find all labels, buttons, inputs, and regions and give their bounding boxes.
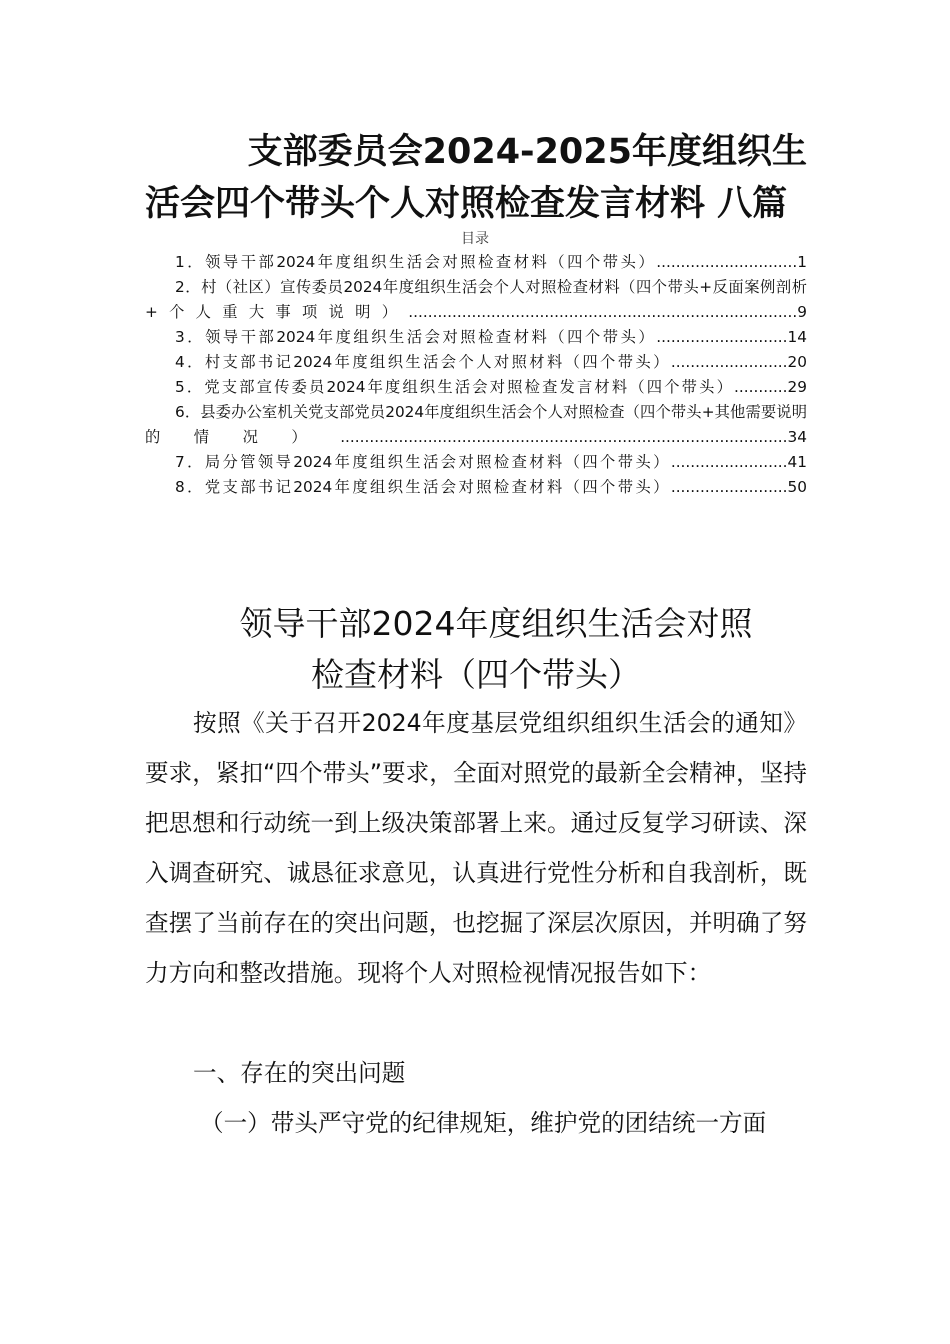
intro-paragraph: 按照《关于召开2024年度基层党组织组织生活会的通知》要求，紧扣“四个带头”要求，全面对照党的最新全会精神，坚持把思想和行动统一到上级决策部署上来。通过反复学习研读、深入调查研究、诚恳征求意见，认真进行党性分析和自我剖析，既查摆了当前存在的突出问题，也挖掘了深层次原因，并明确了努力方向和整改措施。现将个人对照检视情况报告如下： — [145, 709, 807, 987]
document-title-line-2: 活会四个带头个人对照检查发言材料 八篇 — [145, 184, 788, 224]
toc-entry-7[interactable]: 7．局分管领导2024年度组织生活会对照检查材料（四个带头）........................41 — [175, 453, 807, 471]
toc-entry-1[interactable]: 1．领导干部2024年度组织生活会对照检查材料（四个带头）.............................1 — [175, 253, 807, 271]
toc-heading: 目录 — [461, 231, 489, 247]
heading-problems: 一、存在的突出问题 — [193, 1059, 406, 1087]
toc-entry-4[interactable]: 4．村支部书记2024年度组织生活会个人对照材料（四个带头）........................20 — [175, 353, 807, 371]
toc-entry-2[interactable]: 2．村（社区）宣传委员2024年度组织生活会个人对照检查材料（四个带头+反面案例剖析+个人重大事项说明）................................................................................9 — [145, 278, 807, 321]
section-title-line-2: 检查材料（四个带头） — [311, 655, 641, 694]
subheading-discipline: （一）带头严守党的纪律规矩，维护党的团结统一方面 — [200, 1109, 767, 1137]
document-title-line-1: 支部委员会2024-2025年度组织生 — [247, 132, 807, 172]
toc-entry-6[interactable]: 6．县委办公室机关党支部党员2024年度组织生活会个人对照检查（四个带头+其他需要说明的情况）............................................................................................34 — [145, 403, 807, 446]
section-title-line-1: 领导干部2024年度组织生活会对照 — [239, 604, 753, 643]
toc-entry-5[interactable]: 5．党支部宣传委员2024年度组织生活会对照检查发言材料（四个带头）...........29 — [175, 378, 807, 396]
table-of-contents — [145, 250, 807, 500]
toc-entry-3[interactable]: 3．领导干部2024年度组织生活会对照检查材料（四个带头）...........................14 — [175, 328, 807, 346]
toc-entry-8[interactable]: 8．党支部书记2024年度组织生活会对照检查材料（四个带头）........................50 — [175, 478, 807, 496]
